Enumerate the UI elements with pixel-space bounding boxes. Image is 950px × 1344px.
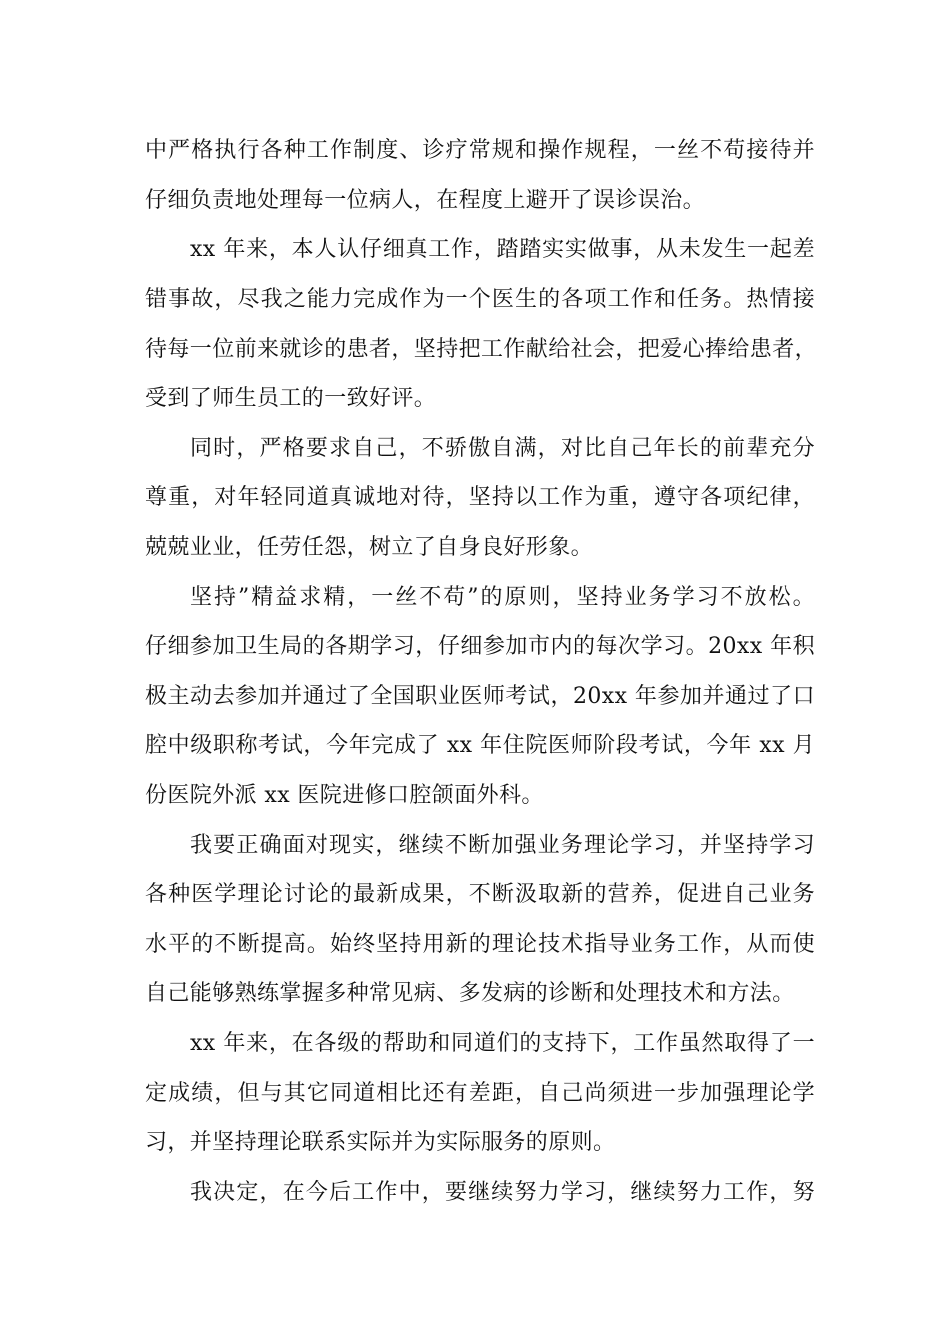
paragraph-start-line: 同时，严格要求自己，不骄傲自满，对比自己年长的前辈充分: [190, 436, 815, 461]
text-line: 受到了师生员工的一致好评。: [145, 386, 437, 411]
text-line: 各种医学理论讨论的最新成果，不断汲取新的营养，促进自己业务: [145, 882, 815, 907]
paragraph-start-line: 我要正确面对现实，继续不断加强业务理论学习，并坚持学习: [190, 833, 815, 858]
paragraph-start-line: xx 年来，在各级的帮助和同道们的支持下，工作虽然取得了一: [190, 1031, 815, 1056]
text-line: 尊重，对年轻同道真诚地对待，坚持以工作为重，遵守各项纪律，: [145, 485, 815, 510]
text-line: 定成绩，但与其它同道相比还有差距，自己尚须进一步加强理论学: [145, 1081, 815, 1106]
text-line: 中严格执行各种工作制度、诊疗常规和操作规程，一丝不苟接待并: [145, 138, 815, 163]
text-line: 错事故，尽我之能力完成作为一个医生的各项工作和任务。热情接: [145, 287, 815, 312]
text-line: 兢兢业业，任劳任怨，树立了自身良好形象。: [145, 535, 594, 560]
text-line: 份医院外派 xx 医院进修口腔颌面外科。: [145, 783, 544, 808]
text-line: 水平的不断提高。始终坚持用新的理论技术指导业务工作，从而使: [145, 932, 815, 957]
paragraph-start-line: 我决定，在今后工作中，要继续努力学习，继续努力工作，努: [190, 1180, 815, 1205]
paragraph-start-line: 坚持”精益求精，一丝不苟”的原则，坚持业务学习不放松。: [190, 585, 815, 610]
text-line: 待每一位前来就诊的患者，坚持把工作献给社会，把爱心捧给患者，: [145, 337, 818, 362]
text-line: 极主动去参加并通过了全国职业医师考试，20xx 年参加并通过了口: [145, 684, 815, 709]
text-line: 自己能够熟练掌握多种常见病、多发病的诊断和处理技术和方法。: [145, 981, 795, 1006]
text-line: 仔细参加卫生局的各期学习，仔细参加市内的每次学习。20xx 年积: [145, 634, 815, 659]
paragraph-start-line: xx 年来，本人认仔细真工作，踏踏实实做事，从未发生一起差: [190, 237, 815, 262]
text-line: 腔中级职称考试，今年完成了 xx 年住院医师阶段考试，今年 xx 月: [145, 733, 815, 758]
text-line: 仔细负责地处理每一位病人，在程度上避开了误诊误治。: [145, 188, 706, 213]
text-line: 习，并坚持理论联系实际并为实际服务的原则。: [145, 1130, 616, 1155]
